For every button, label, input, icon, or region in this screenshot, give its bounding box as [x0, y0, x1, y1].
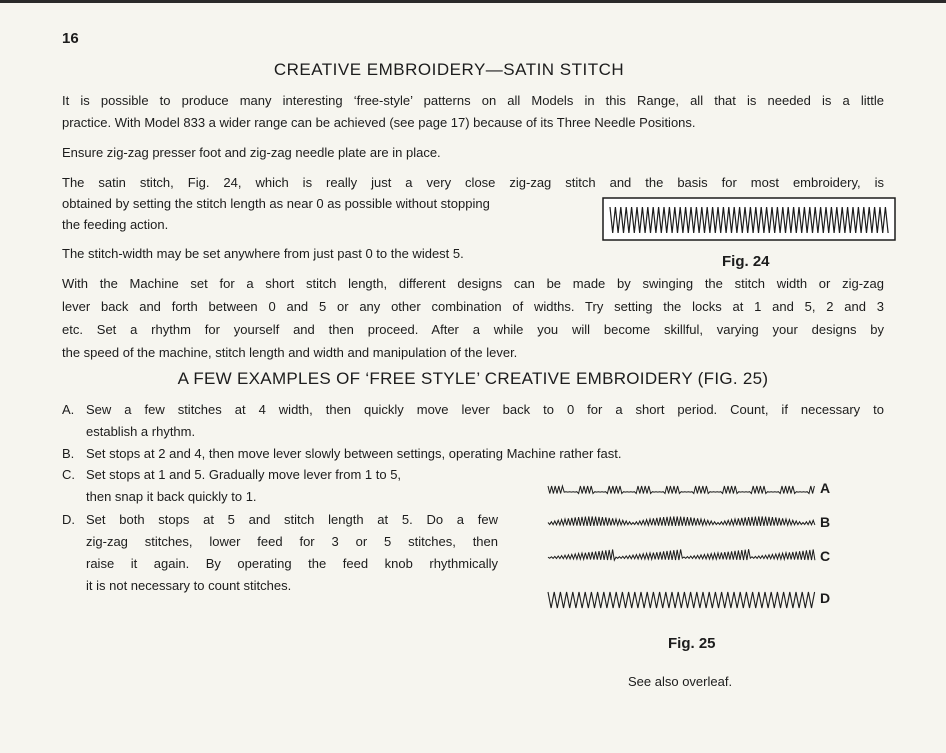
example-d-line-1: Set both stops at 5 and stitch length at 5. Do a few [86, 512, 498, 527]
example-d-line-2: zig-zag stitches, lower feed for 3 or 5 stitches, then [86, 534, 498, 549]
example-c-letter: C. [62, 467, 75, 482]
machine-para-line-1: With the Machine set for a short stitch length, different designs can be made by swinging the stitch width or zig-zag [62, 276, 884, 291]
example-d-letter: D. [62, 512, 75, 527]
machine-para-line-2: lever back and forth between 0 and 5 or any other combination of widths. Try setting the locks at 1 and 5, 2 and 3 [62, 299, 884, 314]
example-b-letter: B. [62, 446, 75, 461]
example-c-line-2: then snap it back quickly to 1. [86, 489, 257, 504]
page-number: 16 [62, 30, 79, 47]
see-also-note: See also overleaf. [628, 674, 733, 689]
example-c-line-1: Set stops at 1 and 5. Gradually move lever from 1 to 5, [86, 467, 402, 482]
sample-label-b: B [820, 514, 831, 530]
sample-label-a: A [820, 480, 831, 496]
fig24-label: Fig. 24 [722, 253, 770, 270]
intro-line-1: It is possible to produce many interesting ‘free-style’ patterns on all Models in this Range, all that is needed is a little [62, 93, 884, 108]
satin-line-2: obtained by setting the stitch length as near 0 as possible without stopping [62, 196, 490, 211]
fig25-label: Fig. 25 [668, 635, 716, 652]
fig25-embroidery-samples [540, 470, 840, 615]
machine-para-line-4: the speed of the machine, stitch length and width and manipulation of the lever. [62, 345, 518, 360]
example-d-line-4: it is not necessary to count stitches. [86, 578, 292, 593]
fig24-satin-stitch-illustration [602, 196, 897, 244]
satin-line-3: the feeding action. [62, 217, 169, 232]
ensure-text: Ensure zig-zag presser foot and zig-zag needle plate are in place. [62, 145, 441, 160]
example-a-line-1: Sew a few stitches at 4 width, then quickly move lever back to 0 for a short period. Count, if necessary to [86, 402, 884, 417]
example-d-line-3: raise it again. By operating the feed knob rhythmically [86, 556, 498, 571]
sample-label-c: C [820, 548, 831, 564]
satin-line-4: The stitch-width may be set anywhere from just past 0 to the widest 5. [62, 246, 464, 261]
examples-heading: A FEW EXAMPLES OF ‘FREE STYLE’ CREATIVE EMBROIDERY (FIG. 25) [177, 369, 769, 388]
page-title: CREATIVE EMBROIDERY—SATIN STITCH [273, 60, 625, 79]
example-b-line-1: Set stops at 2 and 4, then move lever slowly between settings, operating Machine rather fast. [86, 446, 622, 461]
example-a-letter: A. [62, 402, 75, 417]
satin-line-1: The satin stitch, Fig. 24, which is really just a very close zig-zag stitch and the basis for most embroidery, is [62, 175, 884, 190]
sample-label-d: D [820, 590, 831, 606]
page-top-edge [0, 0, 946, 3]
intro-line-2: practice. With Model 833 a wider range can be achieved (see page 17) because of its Three Needle Positions. [62, 115, 696, 130]
machine-para-line-3: etc. Set a rhythm for yourself and then proceed. After a while you will become skillful, varying your designs by [62, 322, 884, 337]
example-a-line-2: establish a rhythm. [86, 424, 196, 439]
